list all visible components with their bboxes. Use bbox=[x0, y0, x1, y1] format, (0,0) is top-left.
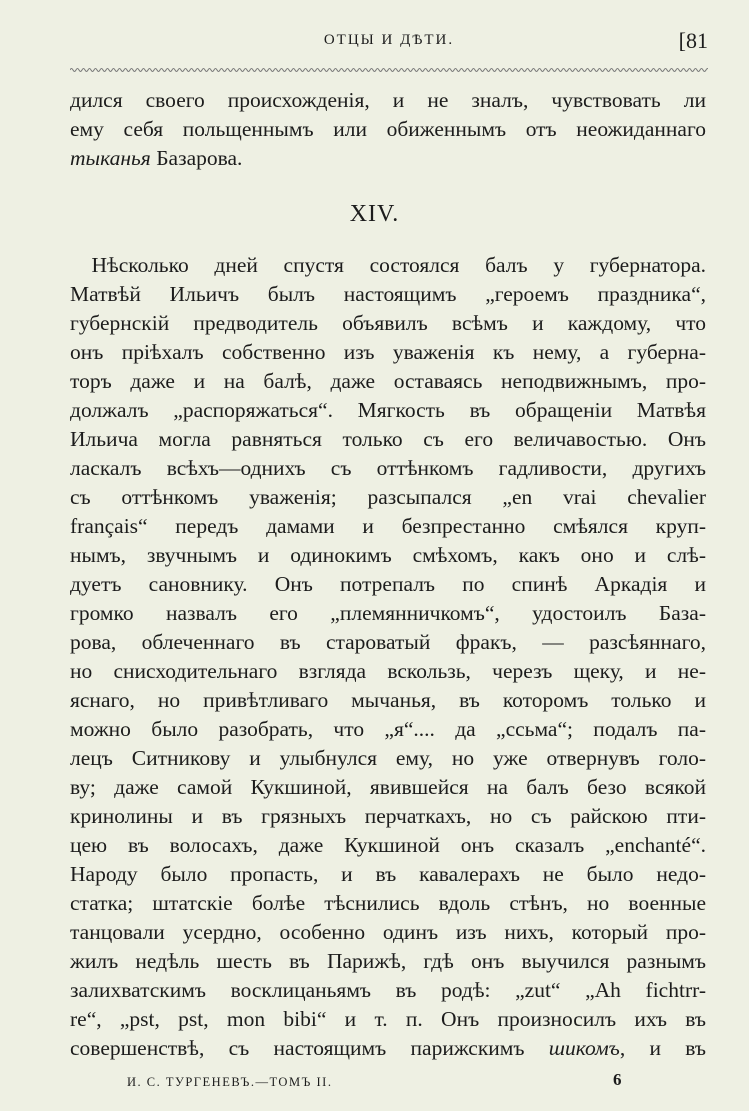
text-line bbox=[70, 891, 706, 916]
page-number: [81 bbox=[678, 28, 708, 53]
text-line bbox=[70, 775, 706, 800]
text-line bbox=[70, 146, 706, 171]
line-text: лецъ Ситникову и улыбнулся ему, но уже отвернувъ голо- bbox=[70, 746, 706, 770]
line-text: ласкалъ всѣхъ—однихъ съ оттѣнкомъ гадливости, другихъ bbox=[70, 456, 706, 480]
line-text: Народу было пропасть, и въ кавалерахъ не было недо- bbox=[70, 862, 706, 886]
running-header bbox=[70, 28, 708, 58]
text-line bbox=[70, 253, 706, 278]
text-line bbox=[70, 746, 706, 771]
line-text: но снисходительнаго взгляда вскользь, черезъ щеку, и не- bbox=[70, 659, 706, 683]
emphasized-word: шикомъ bbox=[548, 1036, 620, 1060]
text-line bbox=[70, 543, 706, 568]
wavy-rule-divider bbox=[70, 66, 708, 74]
text-line bbox=[70, 659, 706, 684]
line-text: цею въ волосахъ, даже Кукшиной онъ сказалъ „enchanté“. bbox=[70, 833, 706, 857]
text-line bbox=[70, 340, 706, 365]
text-line bbox=[70, 369, 706, 394]
text-line bbox=[70, 485, 706, 510]
line-text: Матвѣй Ильичъ былъ настоящимъ „героемъ праздника“, bbox=[70, 282, 706, 306]
text-line bbox=[70, 311, 706, 336]
line-text: ему себя польщеннымъ или обиженнымъ отъ неожиданнаго bbox=[70, 117, 706, 141]
text-line bbox=[70, 398, 706, 423]
text-line bbox=[70, 630, 706, 655]
text-line bbox=[70, 833, 706, 858]
line-text: танцовали усердно, особенно одинъ изъ нихъ, который про- bbox=[70, 920, 706, 944]
text-line bbox=[70, 920, 706, 945]
line-text: съ оттѣнкомъ уваженія; разсыпался „en vrai chevalier bbox=[70, 485, 706, 509]
text-line bbox=[70, 949, 706, 974]
line-text: , и въ bbox=[619, 1036, 706, 1060]
text-line bbox=[70, 427, 706, 452]
line-text: совершенствѣ, съ настоящимъ парижскимъ bbox=[70, 1036, 549, 1060]
line-text: статка; штатскіе болѣе тѣснились вдоль стѣнъ, но военные bbox=[70, 891, 706, 915]
line-text: торъ даже и на балѣ, даже оставаясь неподвижнымъ, про- bbox=[70, 369, 706, 393]
line-text: кринолины и въ грязныхъ перчаткахъ, но съ райскою пти- bbox=[70, 804, 706, 828]
text-line bbox=[70, 717, 706, 742]
signature-mark: 6 bbox=[613, 1070, 622, 1089]
text-line bbox=[70, 601, 706, 626]
emphasized-word: тыканья bbox=[70, 146, 151, 170]
text-line bbox=[70, 88, 706, 113]
line-text: français“ передъ дамами и безпрестанно смѣялся круп- bbox=[70, 514, 706, 538]
line-text: Базарова. bbox=[150, 146, 243, 170]
line-text: жилъ недѣль шесть въ Парижѣ, гдѣ онъ выучился разнымъ bbox=[70, 949, 706, 973]
text-line bbox=[70, 804, 706, 829]
running-title: ОТЦЫ И ДѢТИ. bbox=[323, 32, 455, 48]
text-line bbox=[70, 456, 706, 481]
line-text: громко назвалъ его „племянничкомъ“, удостоилъ База- bbox=[70, 601, 706, 625]
text-line bbox=[70, 572, 706, 597]
line-text: ву; даже самой Кукшиной, явившейся на балъ безо всякой bbox=[70, 775, 706, 799]
text-line bbox=[70, 1007, 706, 1032]
line-text: рова, облеченнаго въ староватый фракъ, — разсѣяннаго, bbox=[70, 630, 706, 654]
line-text: Нѣсколько дней спустя состоялся балъ у губернатора. bbox=[70, 253, 706, 277]
text-line bbox=[70, 514, 706, 539]
text-line bbox=[70, 1036, 706, 1061]
line-text: можно было разобрать, что „я“.... да „ссьма“; подалъ па- bbox=[70, 717, 706, 741]
line-text: Ильича могла равняться только съ его величавостью. Онъ bbox=[70, 427, 706, 451]
line-text: должалъ „распоряжаться“. Мягкость въ обращеніи Матвѣя bbox=[70, 398, 706, 422]
line-text: залихватскимъ восклицаньямъ въ родѣ: „zut“ „Ah fichtrr- bbox=[70, 978, 706, 1002]
text-line bbox=[70, 688, 706, 713]
text-line bbox=[70, 117, 706, 142]
chapter-heading: XIV. bbox=[349, 201, 400, 227]
text-line bbox=[70, 282, 706, 307]
line-text: дился своего происхожденія, и не зналъ, чувствовать ли bbox=[70, 88, 706, 112]
text-line bbox=[70, 978, 706, 1003]
line-text: губернскій предводитель объявилъ всѣмъ и каждому, что bbox=[70, 311, 706, 335]
footer-author-volume: И. С. ТУРГЕНЕВЪ.—ТОМЪ II. bbox=[127, 1075, 333, 1089]
line-text: дуетъ сановнику. Онъ потрепалъ по спинѣ Аркадія и bbox=[70, 572, 706, 596]
text-line bbox=[70, 862, 706, 887]
line-text: яснаго, но привѣтливаго мычанья, въ которомъ только и bbox=[70, 688, 706, 712]
line-text: нымъ, звучнымъ и одинокимъ смѣхомъ, какъ оно и слѣ- bbox=[70, 543, 706, 567]
line-text: re“, „pst, pst, mon bibi“ и т. п. Онъ произносилъ ихъ въ bbox=[70, 1007, 706, 1031]
line-text: онъ пріѣхалъ собственно изъ уваженія къ нему, а губерна- bbox=[70, 340, 706, 364]
